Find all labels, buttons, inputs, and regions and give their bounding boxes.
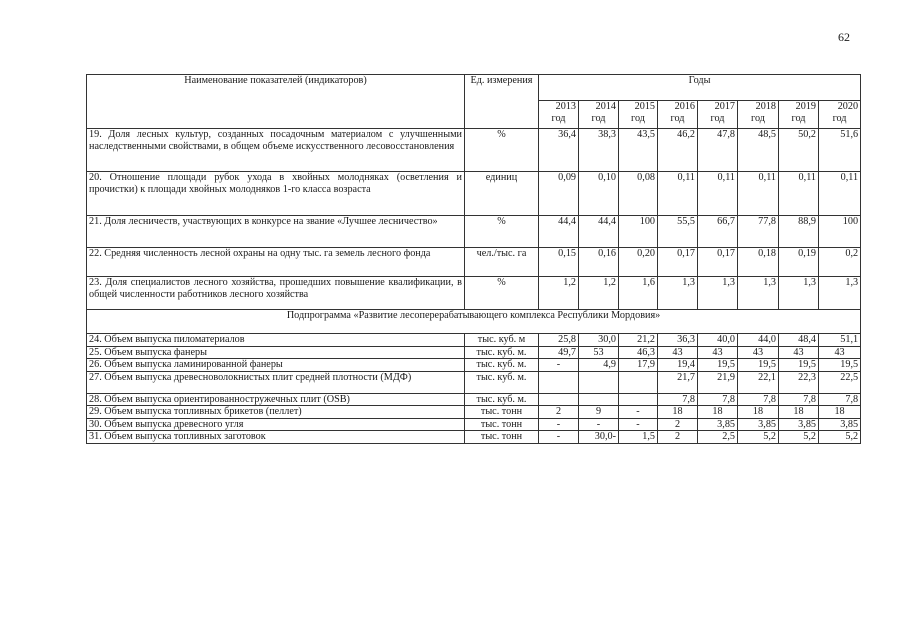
indicator-unit: тыс. куб. м. <box>465 393 539 406</box>
year-suffix: год <box>631 112 645 124</box>
header-year-2013 <box>539 101 579 129</box>
value-cell-2016: 2 <box>658 431 698 444</box>
value-cell-2020: 0,11 <box>819 172 861 216</box>
value-cell-2020: 5,2 <box>819 431 861 444</box>
value-cell-2019: 3,85 <box>779 418 819 431</box>
value-cell-2015 <box>619 371 658 393</box>
value-cell-2019: 22,3 <box>779 371 819 393</box>
value-cell-2018: 3,85 <box>738 418 779 431</box>
header-year-2017 <box>698 101 738 129</box>
value-cell-2018: 7,8 <box>738 393 779 406</box>
value-cell-2013: 49,7 <box>539 346 579 359</box>
table-row <box>87 172 861 216</box>
value-cell-2014: 0,16 <box>579 248 619 277</box>
indicator-name: 30. Объем выпуска древесного угля <box>87 418 465 431</box>
value-cell-2016: 18 <box>658 406 698 419</box>
value-cell-2020: 1,3 <box>819 277 861 310</box>
value-cell-2019: 50,2 <box>779 129 819 172</box>
indicator-unit: тыс. тонн <box>465 431 539 444</box>
value-cell-2020: 19,5 <box>819 359 861 372</box>
indicator-unit: % <box>465 216 539 248</box>
table-row <box>87 129 861 172</box>
value-cell-2018: 18 <box>738 406 779 419</box>
year-label: 2014 <box>595 101 616 112</box>
value-cell-2018: 43 <box>738 346 779 359</box>
subprogram-title: Подпрограмма «Развитие лесоперерабатывающего комплекса Республики Мордовия» <box>87 310 861 334</box>
value-cell-2014: 9 <box>579 406 619 419</box>
indicator-unit: тыс. куб. м. <box>465 371 539 393</box>
table-row <box>87 277 861 310</box>
value-cell-2014: 30,0 <box>579 334 619 347</box>
value-cell-2013: - <box>539 431 579 444</box>
year-label: 2016 <box>674 101 695 112</box>
value-cell-2020: 43 <box>819 346 861 359</box>
header-year-2019 <box>779 101 819 129</box>
value-cell-2019: 0,11 <box>779 172 819 216</box>
value-cell-2017: 21,9 <box>698 371 738 393</box>
value-cell-2013: 0,09 <box>539 172 579 216</box>
value-cell-2013: - <box>539 359 579 372</box>
table-row <box>87 418 861 431</box>
year-suffix: год <box>551 112 566 124</box>
value-cell-2013: - <box>539 418 579 431</box>
value-cell-2016: 21,7 <box>658 371 698 393</box>
value-cell-2017: 0,17 <box>698 248 738 277</box>
value-cell-2017: 47,8 <box>698 129 738 172</box>
header-year-2014 <box>579 101 619 129</box>
header-unit: Ед. измерения <box>465 75 539 129</box>
year-label: 2017 <box>714 101 735 112</box>
value-cell-2013: 36,4 <box>539 129 579 172</box>
value-cell-2016: 1,3 <box>658 277 698 310</box>
indicator-name: 19. Доля лесных культур, созданных посадочным материалом с улучшенными наследственными свойствами, в общем объеме искусственного лесовосстановления <box>87 129 465 172</box>
value-cell-2016: 0,17 <box>658 248 698 277</box>
value-cell-2014: 53 <box>579 346 619 359</box>
year-label: 2018 <box>755 101 776 112</box>
value-cell-2019: 7,8 <box>779 393 819 406</box>
value-cell-2020: 51,6 <box>819 129 861 172</box>
year-suffix: год <box>591 112 606 124</box>
value-cell-2018: 48,5 <box>738 129 779 172</box>
value-cell-2015: 46,3 <box>619 346 658 359</box>
value-cell-2020: 3,85 <box>819 418 861 431</box>
value-cell-2015: 0,08 <box>619 172 658 216</box>
value-cell-2020: 18 <box>819 406 861 419</box>
value-cell-2018: 0,18 <box>738 248 779 277</box>
value-cell-2020: 22,5 <box>819 371 861 393</box>
value-cell-2017: 0,11 <box>698 172 738 216</box>
value-cell-2020: 51,1 <box>819 334 861 347</box>
table-row <box>87 248 861 277</box>
table-row <box>87 406 861 419</box>
value-cell-2014: 4,9 <box>579 359 619 372</box>
indicators-table <box>86 74 861 444</box>
value-cell-2015: 100 <box>619 216 658 248</box>
value-cell-2014: 38,3 <box>579 129 619 172</box>
value-cell-2015: 17,9 <box>619 359 658 372</box>
value-cell-2015: 43,5 <box>619 129 658 172</box>
value-cell-2017: 3,85 <box>698 418 738 431</box>
value-cell-2014 <box>579 393 619 406</box>
value-cell-2014: 1,2 <box>579 277 619 310</box>
subprogram-row <box>87 310 861 334</box>
table-row <box>87 431 861 444</box>
value-cell-2017: 2,5 <box>698 431 738 444</box>
indicator-unit: тыс. куб. м. <box>465 346 539 359</box>
value-cell-2020: 100 <box>819 216 861 248</box>
value-cell-2013: 44,4 <box>539 216 579 248</box>
value-cell-2016: 19,4 <box>658 359 698 372</box>
value-cell-2014: 30,0- <box>579 431 619 444</box>
table-row <box>87 393 861 406</box>
value-cell-2017: 7,8 <box>698 393 738 406</box>
value-cell-2016: 46,2 <box>658 129 698 172</box>
value-cell-2015: 21,2 <box>619 334 658 347</box>
year-suffix: год <box>670 112 685 124</box>
value-cell-2014: 44,4 <box>579 216 619 248</box>
header-year-2018 <box>738 101 779 129</box>
indicator-name: 27. Объем выпуска древесноволокнистых плит средней плотности (МДФ) <box>87 371 465 393</box>
value-cell-2013: 25,8 <box>539 334 579 347</box>
value-cell-2015: 1,5 <box>619 431 658 444</box>
value-cell-2020: 7,8 <box>819 393 861 406</box>
value-cell-2017: 1,3 <box>698 277 738 310</box>
page-number: 62 <box>838 30 850 44</box>
indicator-unit: % <box>465 277 539 310</box>
table-row <box>87 359 861 372</box>
value-cell-2018: 0,11 <box>738 172 779 216</box>
value-cell-2018: 19,5 <box>738 359 779 372</box>
value-cell-2018: 77,8 <box>738 216 779 248</box>
value-cell-2019: 48,4 <box>779 334 819 347</box>
value-cell-2017: 19,5 <box>698 359 738 372</box>
value-cell-2019: 0,19 <box>779 248 819 277</box>
value-cell-2016: 36,3 <box>658 334 698 347</box>
table-row <box>87 346 861 359</box>
indicator-unit: тыс. тонн <box>465 418 539 431</box>
indicator-unit: % <box>465 129 539 172</box>
value-cell-2014 <box>579 371 619 393</box>
value-cell-2017: 40,0 <box>698 334 738 347</box>
value-cell-2014: 0,10 <box>579 172 619 216</box>
value-cell-2017: 43 <box>698 346 738 359</box>
year-suffix: год <box>791 112 806 124</box>
value-cell-2019: 1,3 <box>779 277 819 310</box>
indicator-unit: чел./тыс. га <box>465 248 539 277</box>
indicator-name: 28. Объем выпуска ориентированностружечных плит (OSB) <box>87 393 465 406</box>
table-row <box>87 371 861 393</box>
value-cell-2015: - <box>619 418 658 431</box>
year-label: 2015 <box>634 101 655 112</box>
indicator-name: 24. Объем выпуска пиломатериалов <box>87 334 465 347</box>
indicator-name: 21. Доля лесничеств, участвующих в конкурсе на звание «Лучшее лесничество» <box>87 216 465 248</box>
value-cell-2018: 22,1 <box>738 371 779 393</box>
value-cell-2017: 66,7 <box>698 216 738 248</box>
indicator-name: 25. Объем выпуска фанеры <box>87 346 465 359</box>
header-name: Наименование показателей (индикаторов) <box>87 75 465 129</box>
value-cell-2014: - <box>579 418 619 431</box>
value-cell-2013: 2 <box>539 406 579 419</box>
value-cell-2019: 88,9 <box>779 216 819 248</box>
indicator-name: 31. Объем выпуска топливных заготовок <box>87 431 465 444</box>
value-cell-2018: 1,3 <box>738 277 779 310</box>
value-cell-2016: 43 <box>658 346 698 359</box>
indicator-unit: единиц <box>465 172 539 216</box>
value-cell-2016: 0,11 <box>658 172 698 216</box>
value-cell-2016: 2 <box>658 418 698 431</box>
indicator-name: 22. Средняя численность лесной охраны на одну тыс. га земель лесного фонда <box>87 248 465 277</box>
table-row <box>87 216 861 248</box>
year-suffix: год <box>710 112 725 124</box>
header-year-2020 <box>819 101 861 129</box>
year-suffix: год <box>832 112 847 124</box>
value-cell-2013: 1,2 <box>539 277 579 310</box>
table-row <box>87 334 861 347</box>
value-cell-2016: 55,5 <box>658 216 698 248</box>
year-label: 2013 <box>555 101 576 112</box>
year-label: 2020 <box>837 101 859 112</box>
header-year-2015 <box>619 101 658 129</box>
indicator-name: 29. Объем выпуска топливных брикетов (пеллет) <box>87 406 465 419</box>
value-cell-2016: 7,8 <box>658 393 698 406</box>
value-cell-2019: 5,2 <box>779 431 819 444</box>
value-cell-2017: 18 <box>698 406 738 419</box>
year-label: 2019 <box>795 101 816 112</box>
value-cell-2018: 5,2 <box>738 431 779 444</box>
header-year-2016 <box>658 101 698 129</box>
value-cell-2015 <box>619 393 658 406</box>
value-cell-2019: 19,5 <box>779 359 819 372</box>
value-cell-2019: 18 <box>779 406 819 419</box>
year-suffix: год <box>751 112 765 124</box>
indicator-name: 26. Объем выпуска ламинированной фанеры <box>87 359 465 372</box>
indicator-name: 20. Отношение площади рубок ухода в хвойных молодняках (осветления и прочистки) к площади хвойных молодняков 1-го класса возраста <box>87 172 465 216</box>
value-cell-2015: 1,6 <box>619 277 658 310</box>
value-cell-2018: 44,0 <box>738 334 779 347</box>
value-cell-2013 <box>539 371 579 393</box>
indicator-unit: тыс. куб. м. <box>465 359 539 372</box>
value-cell-2013: 0,15 <box>539 248 579 277</box>
indicator-unit: тыс. куб. м <box>465 334 539 347</box>
indicator-name: 23. Доля специалистов лесного хозяйства, прошедших повышение квалификации, в общей численности работников лесного хозяйства <box>87 277 465 310</box>
value-cell-2020: 0,2 <box>819 248 861 277</box>
value-cell-2015: - <box>619 406 658 419</box>
value-cell-2015: 0,20 <box>619 248 658 277</box>
value-cell-2019: 43 <box>779 346 819 359</box>
indicator-unit: тыс. тонн <box>465 406 539 419</box>
value-cell-2013 <box>539 393 579 406</box>
header-years: Годы <box>539 75 861 101</box>
